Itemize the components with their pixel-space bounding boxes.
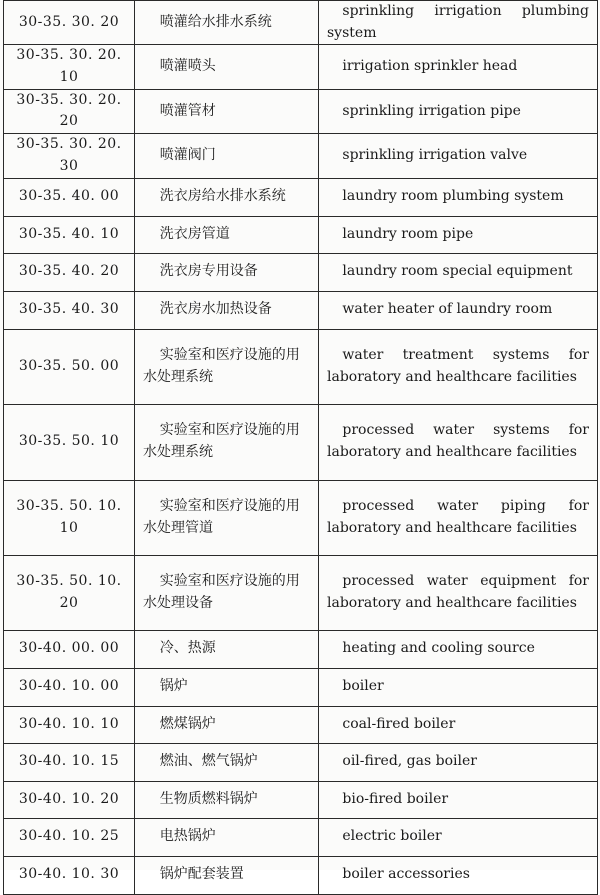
chinese-term-cell: 喷灌喷头 <box>135 45 319 89</box>
code-cell: 30-40. 10. 10 <box>4 706 135 743</box>
table-row <box>4 89 598 133</box>
table-row <box>4 216 598 253</box>
english-term-cell: processed water systems for laboratory and healthcare facilities <box>319 404 598 480</box>
chinese-term-cell: 实验室和医疗设施的用水处理系统 <box>135 404 319 480</box>
english-term-cell: water treatment systems for laboratory and healthcare facilities <box>319 329 598 404</box>
table-row <box>4 253 598 291</box>
code-cell: 30-35. 40. 10 <box>4 216 135 253</box>
chinese-term-cell: 冷、热源 <box>135 630 319 668</box>
table-row <box>4 134 598 178</box>
table-row <box>4 178 598 216</box>
english-term-cell: oil-fired, gas boiler <box>319 743 598 781</box>
code-cell: 30-40. 10. 00 <box>4 668 135 706</box>
chinese-term-cell: 喷灌管材 <box>135 89 319 133</box>
chinese-term-cell: 锅炉 <box>135 668 319 706</box>
english-term-cell: processed water piping for laboratory and healthcare facilities <box>319 480 598 555</box>
table-row <box>4 706 598 743</box>
code-cell: 30-35. 50. 10. 10 <box>4 480 135 555</box>
code-cell: 30-35. 40. 20 <box>4 253 135 291</box>
code-cell: 30-35. 30. 20 <box>4 1 135 45</box>
table-row <box>4 630 598 668</box>
table-row <box>4 1 598 45</box>
chinese-term-cell: 洗衣房水加热设备 <box>135 291 319 329</box>
code-cell: 30-40. 10. 30 <box>4 856 135 894</box>
chinese-term-cell: 洗衣房给水排水系统 <box>135 178 319 216</box>
table-row <box>4 404 598 480</box>
english-term-cell: bio-fired boiler <box>319 781 598 818</box>
english-term-cell: processed water equipment for laboratory and healthcare facilities <box>319 555 598 630</box>
code-cell: 30-40. 10. 15 <box>4 743 135 781</box>
table-row <box>4 743 598 781</box>
code-cell: 30-35. 30. 20. 30 <box>4 134 135 178</box>
english-term-cell: sprinkling irrigation valve <box>319 134 598 178</box>
code-cell: 30-35. 30. 20. 20 <box>4 89 135 133</box>
table-row <box>4 668 598 706</box>
code-cell: 30-35. 30. 20. 10 <box>4 45 135 89</box>
table-row <box>4 818 598 856</box>
chinese-term-cell: 生物质燃料锅炉 <box>135 781 319 818</box>
code-cell: 30-40. 10. 25 <box>4 818 135 856</box>
english-term-cell: irrigation sprinkler head <box>319 45 598 89</box>
chinese-term-cell: 洗衣房管道 <box>135 216 319 253</box>
code-cell: 30-35. 40. 30 <box>4 291 135 329</box>
chinese-term-cell: 喷灌阀门 <box>135 134 319 178</box>
chinese-term-cell: 锅炉配套装置 <box>135 856 319 894</box>
english-term-cell: sprinkling irrigation plumbing system <box>319 1 598 45</box>
chinese-term-cell: 实验室和医疗设施的用水处理管道 <box>135 480 319 555</box>
chinese-term-cell: 电热锅炉 <box>135 818 319 856</box>
chinese-term-cell: 实验室和医疗设施的用水处理设备 <box>135 555 319 630</box>
english-term-cell: coal-fired boiler <box>319 706 598 743</box>
table-row <box>4 856 598 894</box>
table-row <box>4 329 598 404</box>
code-cell: 30-40. 10. 20 <box>4 781 135 818</box>
table-row <box>4 555 598 630</box>
classification-table <box>3 0 598 895</box>
english-term-cell: laundry room pipe <box>319 216 598 253</box>
english-term-cell: heating and cooling source <box>319 630 598 668</box>
table-row <box>4 781 598 818</box>
english-term-cell: laundry room plumbing system <box>319 178 598 216</box>
english-term-cell: laundry room special equipment <box>319 253 598 291</box>
english-term-cell: water heater of laundry room <box>319 291 598 329</box>
code-cell: 30-35. 50. 10 <box>4 404 135 480</box>
code-cell: 30-35. 50. 00 <box>4 329 135 404</box>
chinese-term-cell: 燃油、燃气锅炉 <box>135 743 319 781</box>
chinese-term-cell: 喷灌给水排水系统 <box>135 1 319 45</box>
table-row <box>4 45 598 89</box>
code-cell: 30-40. 00. 00 <box>4 630 135 668</box>
table-row <box>4 291 598 329</box>
english-term-cell: electric boiler <box>319 818 598 856</box>
chinese-term-cell: 洗衣房专用设备 <box>135 253 319 291</box>
english-term-cell: boiler <box>319 668 598 706</box>
code-cell: 30-35. 40. 00 <box>4 178 135 216</box>
chinese-term-cell: 燃煤锅炉 <box>135 706 319 743</box>
code-cell: 30-35. 50. 10. 20 <box>4 555 135 630</box>
table-row <box>4 480 598 555</box>
english-term-cell: boiler accessories <box>319 856 598 894</box>
chinese-term-cell: 实验室和医疗设施的用水处理系统 <box>135 329 319 404</box>
english-term-cell: sprinkling irrigation pipe <box>319 89 598 133</box>
